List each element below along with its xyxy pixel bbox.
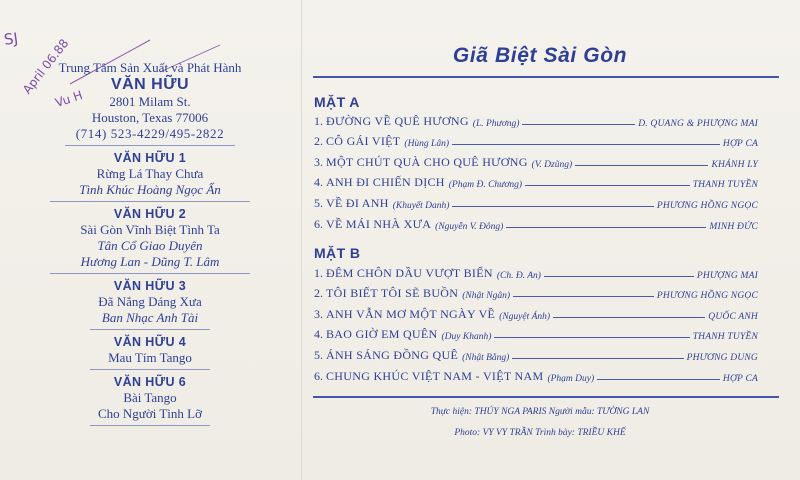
- track-artist: PHƯƠNG HỒNG NGỌC: [656, 200, 758, 211]
- track-row: [314, 342, 758, 363]
- track-artist: D. QUANG & PHƯỢNG MAI: [638, 118, 758, 129]
- divider: [90, 369, 210, 370]
- track-row: [314, 211, 758, 232]
- track-song: CÔ GÁI VIỆT: [326, 134, 401, 149]
- track-number: 4.: [314, 327, 323, 342]
- track-leader: [513, 296, 654, 297]
- catalog-line: Hương Lan - Dũng T. Lâm: [80, 254, 220, 269]
- track-row: [314, 301, 758, 322]
- divider: [65, 145, 235, 146]
- side-a-tracklist: [314, 108, 758, 232]
- side-a-label: MẶT A: [314, 94, 360, 110]
- track-artist: QUỐC ANH: [708, 311, 758, 322]
- track-song: ĐÊM CHÔN DẦU VƯỢT BIỂN: [326, 265, 493, 280]
- track-artist: KHÁNH LY: [711, 159, 758, 170]
- album-title: Giã Biệt Sài Gòn: [452, 44, 628, 67]
- track-row: [314, 281, 758, 302]
- catalog-title: VĂN HỮU 4: [113, 335, 187, 349]
- track-leader: [512, 358, 683, 359]
- track-leader: [597, 379, 720, 380]
- track-row: [314, 363, 758, 384]
- track-number: 5.: [314, 347, 323, 362]
- publisher-brand: VĂN HỮU: [110, 76, 190, 93]
- catalog-line: Sài Gòn Vĩnh Biệt Tình Ta: [80, 222, 220, 237]
- credits-rule: [313, 396, 779, 398]
- track-composer: (Nguyễn V. Đông): [435, 221, 504, 232]
- catalog-line: Mau Tím Tango: [108, 350, 192, 365]
- handwritten-date: April 06.88: [20, 36, 72, 97]
- track-leader: [506, 227, 706, 228]
- track-row: [314, 322, 758, 343]
- publisher-line: Trung Tâm Sản Xuất và Phát Hành: [58, 60, 242, 75]
- catalog-title: VĂN HỮU 2: [113, 207, 187, 221]
- track-artist: THANH TUYỀN: [692, 332, 758, 343]
- track-leader: [452, 206, 653, 207]
- track-song: VỀ MÁI NHÀ XƯA: [326, 216, 432, 231]
- divider: [50, 273, 250, 274]
- catalog-line: Rừng Lá Thay Chưa: [96, 166, 204, 181]
- side-b-tracklist: [314, 260, 758, 384]
- track-leader: [522, 124, 635, 125]
- catalog-line: Bài Tango: [123, 390, 177, 405]
- track-leader: [494, 337, 689, 338]
- track-row: [314, 170, 758, 191]
- track-row: [314, 190, 758, 211]
- track-leader: [575, 165, 708, 166]
- address-street: 2801 Milam St.: [109, 94, 191, 109]
- track-leader: [525, 185, 690, 186]
- track-composer: (V. Dzũng): [531, 159, 573, 170]
- track-composer: (Hùng Lân): [404, 139, 450, 150]
- track-row: [314, 149, 758, 170]
- track-artist: HỢP CA: [722, 139, 758, 150]
- phone-number: (714) 523-4229/495-2822: [75, 126, 225, 141]
- track-number: 2.: [314, 134, 323, 149]
- credits-line-1: Thực hiện: THÚY NGA PARIS Người mẫu: TƯỜNG LAN: [430, 407, 650, 417]
- catalog-title: VĂN HỮU 3: [113, 279, 187, 293]
- track-song: ANH ĐI CHIẾN DỊCH: [326, 175, 445, 190]
- title-rule: [313, 76, 779, 78]
- track-number: 1.: [314, 265, 323, 280]
- track-row: [314, 129, 758, 150]
- credits-line-2: Photo: VY VY TRẦN Trình bày: TRIỀU KHẾ: [454, 428, 626, 438]
- left-panel: [0, 60, 300, 426]
- track-artist: PHƯƠNG DUNG: [686, 352, 758, 363]
- track-artist: PHƯƠNG HỒNG NGỌC: [656, 291, 758, 302]
- track-composer: (Phạm Duy): [547, 373, 595, 384]
- track-composer: (Duy Khanh): [441, 332, 492, 343]
- track-artist: PHƯỢNG MAI: [696, 270, 758, 281]
- catalog-line: Cho Người Tình Lỡ: [98, 406, 202, 421]
- divider: [50, 201, 250, 202]
- track-composer: (Phạm Đ. Chương): [448, 180, 523, 191]
- track-artist: HỢP CA: [722, 373, 758, 384]
- side-b-label: MẶT B: [314, 245, 361, 261]
- track-number: 6.: [314, 368, 323, 383]
- track-number: 1.: [314, 113, 323, 128]
- catalog-line: Tân Cổ Giao Duyên: [97, 238, 203, 253]
- track-artist: THANH TUYỀN: [692, 180, 758, 191]
- catalog-line: Đã Nắng Dáng Xưa: [98, 294, 202, 309]
- track-composer: (L. Phương): [472, 118, 520, 129]
- divider: [90, 329, 210, 330]
- track-leader: [544, 276, 694, 277]
- track-row: [314, 108, 758, 129]
- track-song: VỀ ĐI ANH: [326, 195, 389, 210]
- track-number: 3.: [314, 306, 323, 321]
- track-song: CHUNG KHÚC VIỆT NAM - VIỆT NAM: [326, 368, 544, 383]
- track-number: 6.: [314, 216, 323, 231]
- track-leader: [553, 317, 705, 318]
- track-number: 3.: [314, 154, 323, 169]
- track-leader: [452, 144, 720, 145]
- track-song: ÁNH SÁNG ĐỒNG QUÊ: [326, 347, 459, 362]
- track-number: 5.: [314, 195, 323, 210]
- track-number: 2.: [314, 286, 323, 301]
- track-composer: (Khuyết Danh): [392, 200, 450, 211]
- catalog-title: VĂN HỮU 6: [113, 375, 187, 389]
- track-song: TÔI BIẾT TÔI SẼ BUỒN: [326, 286, 459, 301]
- track-song: ANH VẪN MƠ MỘT NGÀY VỀ: [326, 306, 496, 321]
- handwritten-initials: SJ: [2, 29, 20, 49]
- track-row: [314, 260, 758, 281]
- divider: [90, 425, 210, 426]
- track-composer: (Nhật Ngân): [462, 291, 510, 302]
- track-artist: MINH ĐỨC: [709, 221, 758, 232]
- catalog-line: Ban Nhạc Anh Tài: [101, 310, 199, 325]
- track-song: ĐƯỜNG VỀ QUÊ HƯƠNG: [326, 113, 469, 128]
- track-composer: (Nhật Bằng): [462, 352, 510, 363]
- track-number: 4.: [314, 175, 323, 190]
- track-song: MỘT CHÚT QUÀ CHO QUÊ HƯƠNG: [326, 154, 528, 169]
- track-song: BAO GIỜ EM QUÊN: [326, 327, 438, 342]
- catalog-title: VĂN HỮU 1: [113, 151, 187, 165]
- catalog-line: Tình Khúc Hoàng Ngọc Ẩn: [79, 182, 221, 197]
- track-composer: (Ch. Đ. An): [496, 270, 541, 281]
- track-composer: (Nguyệt Ánh): [499, 311, 551, 322]
- address-city: Houston, Texas 77006: [91, 110, 209, 125]
- handwritten-scribble: Vu H: [53, 88, 85, 110]
